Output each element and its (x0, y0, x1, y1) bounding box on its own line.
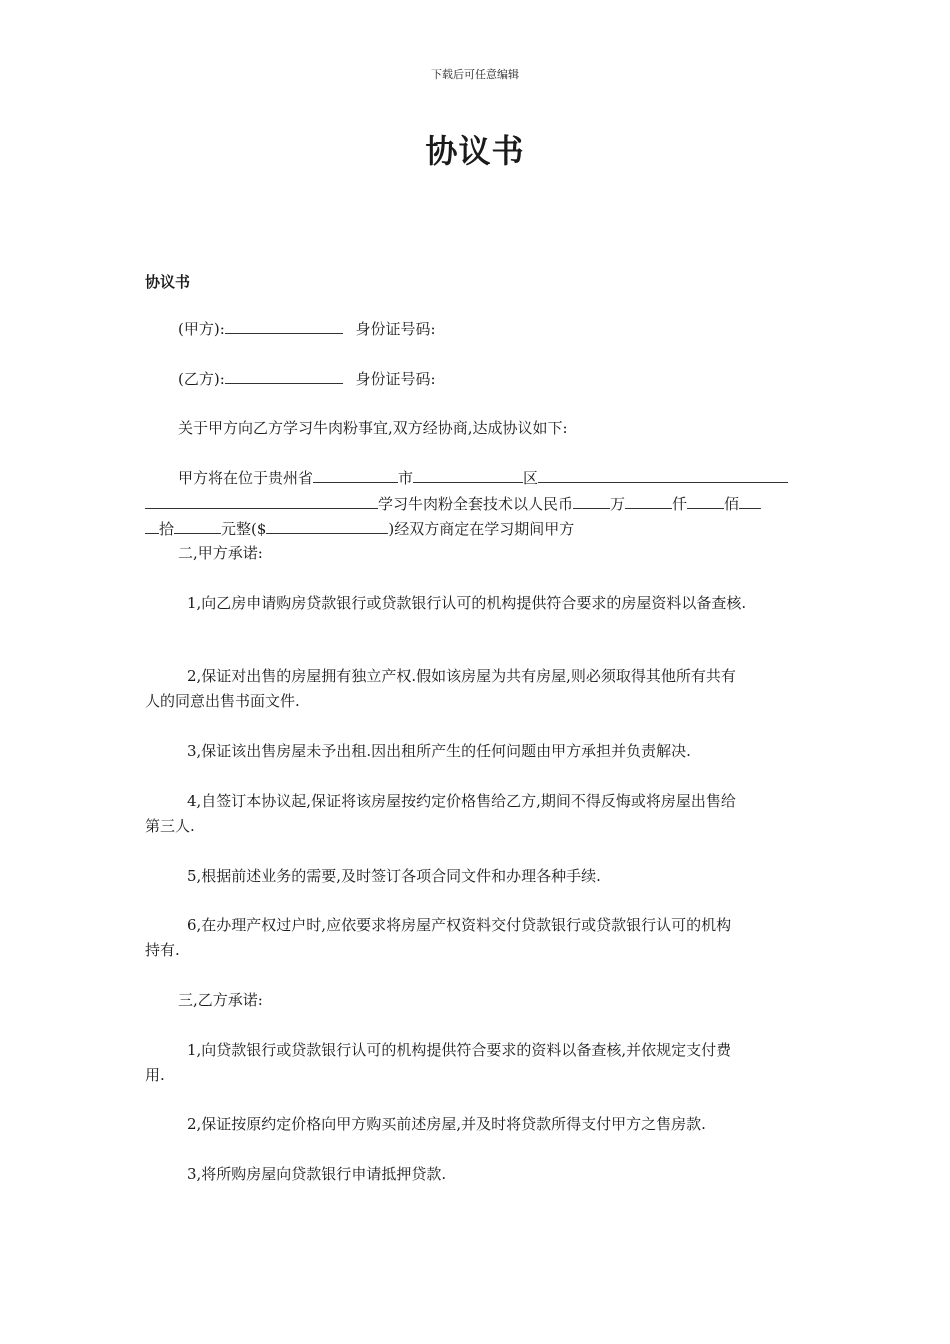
clause-one-text: 佰 (724, 495, 740, 513)
section-two-item-4: 4,自签订本协议起,保证将该房屋按约定价格售给乙方,期间不得反悔或将房屋出售给 (187, 792, 736, 810)
intro-paragraph: 关于甲方向乙方学习牛肉粉事宜,双方经协商,达成协议如下: (178, 419, 568, 437)
amount-yuan-blank (174, 518, 221, 534)
clause-one-text: )经双方商定在学习期间甲方 (388, 520, 575, 538)
section-two-item-5: 5,根据前述业务的需要,及时签订各项合同文件和办理各种手续. (187, 867, 601, 885)
party-a-id-label: 身份证号码: (355, 320, 436, 338)
clause-one-text: 市 (398, 469, 414, 487)
clause-one-text: 甲方将在位于贵州省 (178, 469, 314, 487)
party-a-name-blank (225, 318, 343, 334)
document-title: 协议书 (425, 132, 525, 170)
section-three-item-1: 1,向贷款银行或贷款银行认可的机构提供符合要求的资料以备查核,并依规定支付费 (187, 1041, 732, 1059)
header-note: 下载后可任意编辑 (431, 68, 519, 81)
clause-one-text: 万 (610, 495, 626, 513)
party-b-id-label: 身份证号码: (355, 370, 436, 388)
clause-one-line-2 (145, 493, 761, 514)
amount-bai-blank (687, 493, 724, 509)
amount-qian-blank (625, 493, 672, 509)
party-a-line (178, 318, 436, 339)
section-two-item-6-cont: 持有. (145, 941, 180, 959)
section-two-item-3: 3,保证该出售房屋未予出租.因出租所产生的任何问题由甲方承担并负责解决. (187, 742, 691, 760)
address-blank-continued (145, 493, 378, 509)
section-two-item-2-cont: 人的同意出售书面文件. (145, 692, 300, 710)
amount-shi-blank (739, 493, 761, 509)
clause-one-text: 元整($ (221, 520, 267, 538)
section-three-item-2: 2,保证按原约定价格向甲方购买前述房屋,并及时将贷款所得支付甲方之售房款. (187, 1115, 706, 1133)
section-two-item-2: 2,保证对出售的房屋拥有独立产权.假如该房屋为共有房屋,则必须取得其他所有共有 (187, 667, 736, 685)
address-blank (538, 467, 788, 483)
section-two-heading: 二,甲方承诺: (178, 544, 263, 562)
party-b-line (178, 368, 436, 389)
party-a-label: (甲方): (178, 320, 225, 338)
amount-shi-blank-continued (145, 518, 159, 534)
party-b-label: (乙方): (178, 370, 225, 388)
city-blank (313, 467, 398, 483)
clause-one-text: 拾 (159, 520, 175, 538)
clause-one-line-3 (145, 518, 574, 539)
section-three-item-3: 3,将所购房屋向贷款银行申请抵押贷款. (187, 1165, 447, 1183)
clause-one-text: 学习牛肉粉全套技术以人民币 (378, 495, 574, 513)
section-two-item-1: 1,向乙房申请购房贷款银行或贷款银行认可的机构提供符合要求的房屋资料以备查核. (187, 594, 747, 612)
clause-one-line-1 (178, 467, 788, 488)
amount-dollar-blank (266, 518, 388, 534)
section-three-heading: 三,乙方承诺: (178, 991, 263, 1009)
section-two-item-4-cont: 第三人. (145, 817, 195, 835)
district-blank (413, 467, 523, 483)
section-three-item-1-cont: 用. (145, 1066, 165, 1084)
section-two-item-6: 6,在办理产权过户时,应依要求将房屋产权资料交付贷款银行或贷款银行认可的机构 (187, 916, 732, 934)
document-subtitle: 协议书 (145, 273, 191, 291)
clause-one-text: 仟 (672, 495, 688, 513)
amount-wan-blank (573, 493, 610, 509)
clause-one-text: 区 (523, 469, 539, 487)
party-b-name-blank (225, 368, 343, 384)
